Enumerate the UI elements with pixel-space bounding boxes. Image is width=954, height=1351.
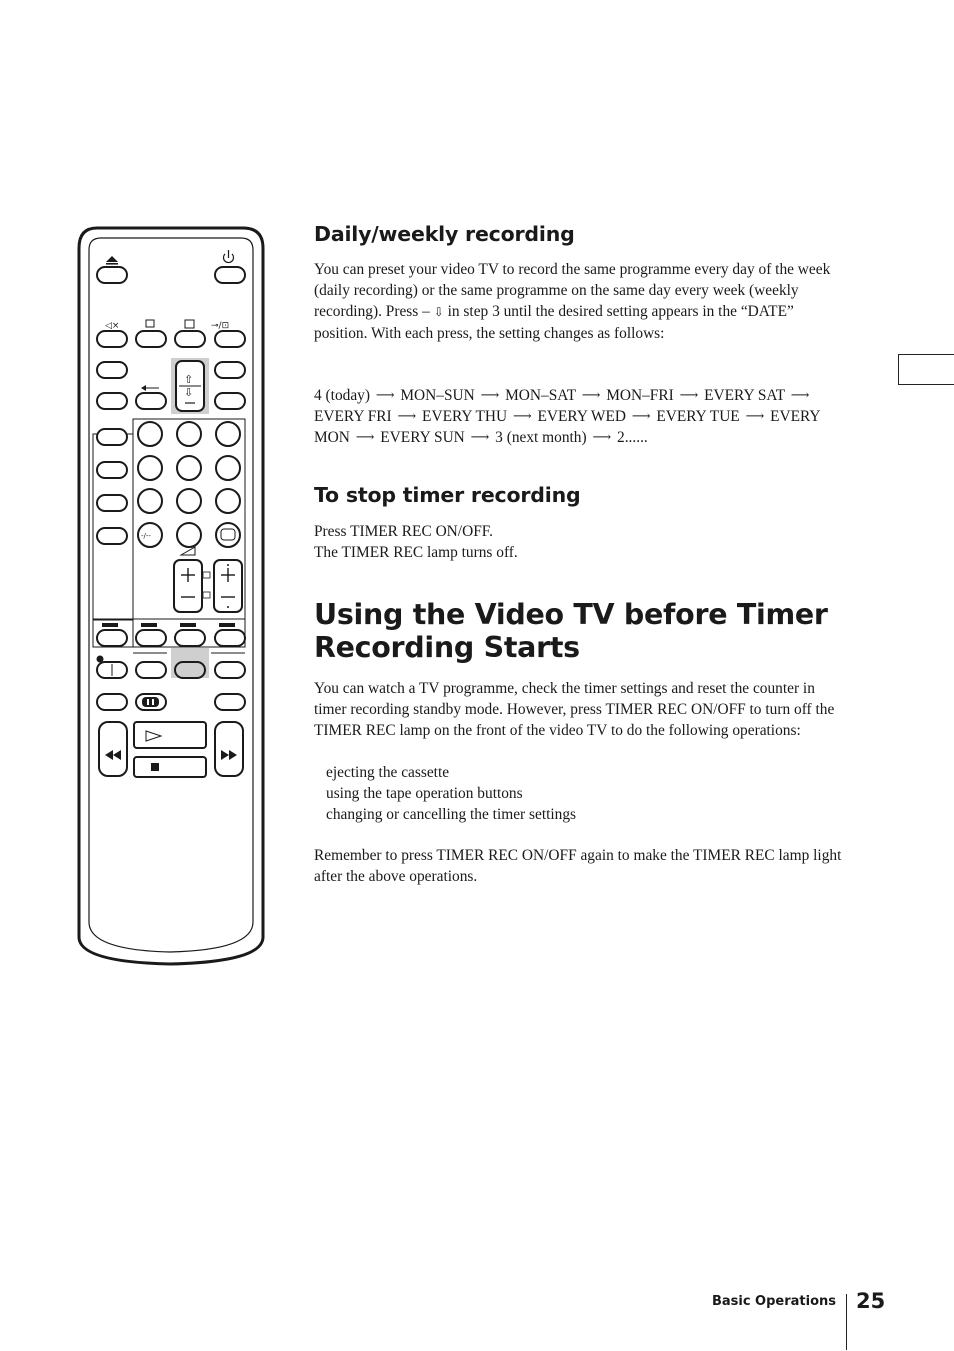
using-paragraph: You can watch a TV programme, check the timer settings and reset the counter in timer recording standby mode. However, press TIMER REC ON/OFF to turn off the TIMER REC lamp on the front of the video TV to do the following operations:	[314, 680, 835, 739]
eject-button[interactable]	[97, 267, 127, 283]
sequence-item: EVERY SAT	[704, 387, 785, 404]
list-item: changing or cancelling the timer settings	[326, 806, 577, 823]
arrow-right-icon: ⟶	[745, 408, 765, 423]
input-icon: ⊸/⊡	[211, 321, 230, 331]
operations-list	[314, 762, 861, 825]
eject-icon	[106, 256, 118, 265]
stop-button[interactable]	[134, 757, 206, 777]
remote-control-illustration	[75, 222, 267, 975]
sequence-item: MON–FRI	[606, 387, 674, 404]
page-number: 25	[856, 1289, 886, 1313]
sequence-item: 3 (next month)	[495, 429, 587, 446]
display-button[interactable]	[136, 331, 166, 347]
arrow-right-icon: ⟶	[631, 408, 651, 423]
remember-paragraph: Remember to press TIMER REC ON/OFF again to make the TIMER REC lamp light after the above operations.	[314, 847, 842, 885]
daily-weekly-text-a: You can preset your video TV to record the same programme every day of the week (daily recording) or the same programme on the same day every week (weekly recording). Press –	[314, 261, 831, 320]
using-heading-line-1: Using the Video TV before Timer	[314, 598, 828, 631]
teletext-button[interactable]	[175, 331, 205, 347]
svg-text:⇩: ⇩	[184, 386, 194, 399]
mute-icon: ◁×	[105, 321, 120, 331]
footer-divider	[846, 1294, 847, 1350]
mute-button[interactable]	[97, 331, 127, 347]
sequence-item: EVERY MON	[314, 408, 820, 446]
stop-timer-line-1: Press TIMER REC ON/OFF.	[314, 523, 493, 540]
arrow-right-icon: ⟶	[470, 429, 490, 444]
sequence-item: MON–SAT	[505, 387, 576, 404]
list-item: using the tape operation buttons	[326, 785, 523, 802]
daily-weekly-text-b: in step 3 until the desired setting appears in the “DATE” position. With each press, the setting changes as follows:	[314, 303, 794, 342]
sequence-item: 2......	[617, 429, 648, 446]
fast-forward-button[interactable]	[215, 722, 243, 776]
arrow-right-icon: ⟶	[397, 408, 417, 423]
arrow-right-icon: ⟶	[355, 429, 375, 444]
section-tab-marker	[898, 354, 954, 385]
programme-rocker[interactable]	[214, 560, 242, 612]
stop-timer-heading: To stop timer recording	[314, 483, 581, 507]
stop-timer-line-2: The TIMER REC lamp turns off.	[314, 544, 518, 561]
daily-weekly-paragraph	[314, 259, 849, 344]
sequence-item: EVERY FRI	[314, 408, 392, 425]
stop-timer-paragraph	[314, 521, 849, 563]
sequence-item: EVERY TUE	[656, 408, 740, 425]
sequence-item: MON–SUN	[400, 387, 475, 404]
power-button[interactable]	[215, 267, 245, 283]
arrow-right-icon: ⟶	[512, 408, 532, 423]
volume-rocker[interactable]	[174, 560, 202, 612]
using-video-tv-heading	[314, 598, 828, 664]
arrow-right-icon: ⟶	[790, 387, 810, 402]
sequence-item: EVERY WED	[537, 408, 626, 425]
arrow-right-icon: ⟶	[375, 387, 395, 402]
arrow-right-icon: ⟶	[679, 387, 699, 402]
power-icon	[224, 250, 234, 263]
sequence-item: EVERY THU	[422, 408, 508, 425]
stop-icon	[151, 763, 159, 771]
play-button[interactable]	[134, 722, 206, 748]
input-select-button[interactable]	[215, 331, 245, 347]
daily-weekly-heading: Daily/weekly recording	[314, 222, 575, 246]
number-keypad[interactable]	[138, 422, 240, 547]
arrow-right-icon: ⟶	[581, 387, 601, 402]
arrow-right-icon: ⟶	[592, 429, 612, 444]
date-setting-sequence	[314, 385, 849, 448]
sequence-item: 4 (today)	[314, 387, 370, 404]
list-item: ejecting the cassette	[326, 764, 450, 781]
channel-down-icon: ⇩	[433, 305, 444, 319]
svg-text:-/--: -/--	[141, 532, 151, 540]
timer-rec-button[interactable]	[175, 662, 205, 678]
using-heading-line-2: Recording Starts	[314, 631, 580, 664]
sequence-item: EVERY SUN	[380, 429, 465, 446]
rewind-button[interactable]	[99, 722, 127, 776]
back-button[interactable]	[136, 393, 166, 409]
svg-text:⇧: ⇧	[184, 373, 194, 386]
arrow-right-icon: ⟶	[480, 387, 500, 402]
footer-section-title: Basic Operations	[711, 1294, 836, 1309]
